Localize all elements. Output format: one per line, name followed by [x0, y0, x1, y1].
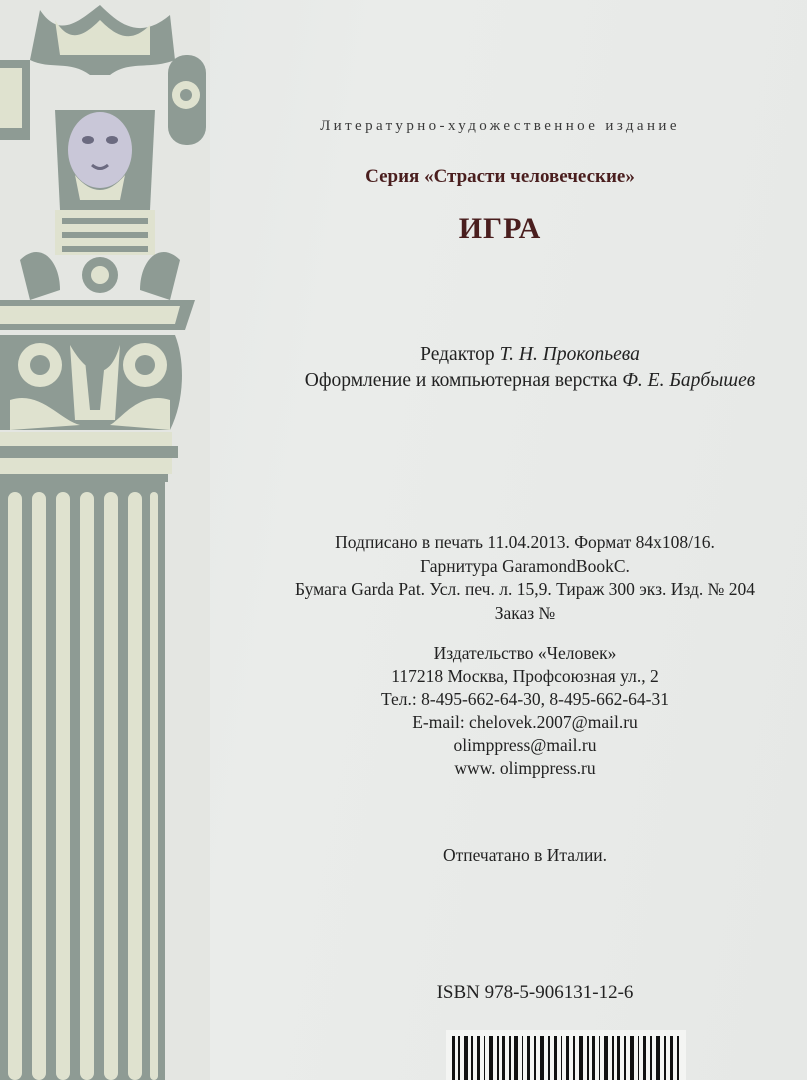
publisher-email-2: olimppress@mail.ru	[453, 735, 597, 755]
editor-name: Т. Н. Прокопьева	[499, 344, 640, 365]
print-info-line: Гарнитура GaramondBookC.	[420, 556, 630, 576]
print-info-line: Подписано в печать 11.04.2013. Формат 84x108/16.	[335, 532, 715, 552]
publisher-email: E-mail: chelovek.2007@mail.ru	[412, 712, 638, 732]
print-info-line: Заказ №	[494, 603, 556, 623]
decorative-column-illustration	[0, 0, 210, 1080]
printed-in-note: Отпечатано в Италии.	[442, 845, 608, 865]
series-name: Серия «Страсти человеческие»	[365, 166, 635, 187]
editor-credit	[250, 344, 807, 366]
publisher-website: www. olimppress.ru	[454, 758, 596, 778]
publisher-address: 117218 Москва, Профсоюзная ул., 2	[391, 666, 659, 686]
editor-label: Редактор	[420, 344, 495, 365]
isbn-label: ISBN 978-5-906131-12-6	[436, 982, 634, 1003]
barcode-image	[446, 1030, 686, 1080]
publisher-phones: Тел.: 8-495-662-64-30, 8-495-662-64-31	[380, 689, 669, 709]
edition-type-label: Литературно-художественное издание	[320, 118, 680, 134]
design-label: Оформление и компьютерная верстка	[304, 370, 618, 391]
publisher-name: Издательство «Человек»	[433, 643, 617, 663]
design-name: Ф. Е. Барбышев	[622, 370, 756, 391]
book-title: ИГРА	[458, 212, 542, 245]
design-credit	[250, 370, 807, 392]
print-info-line: Бумага Garda Pat. Усл. печ. л. 15,9. Тираж 300 экз. Изд. № 204	[295, 579, 755, 599]
